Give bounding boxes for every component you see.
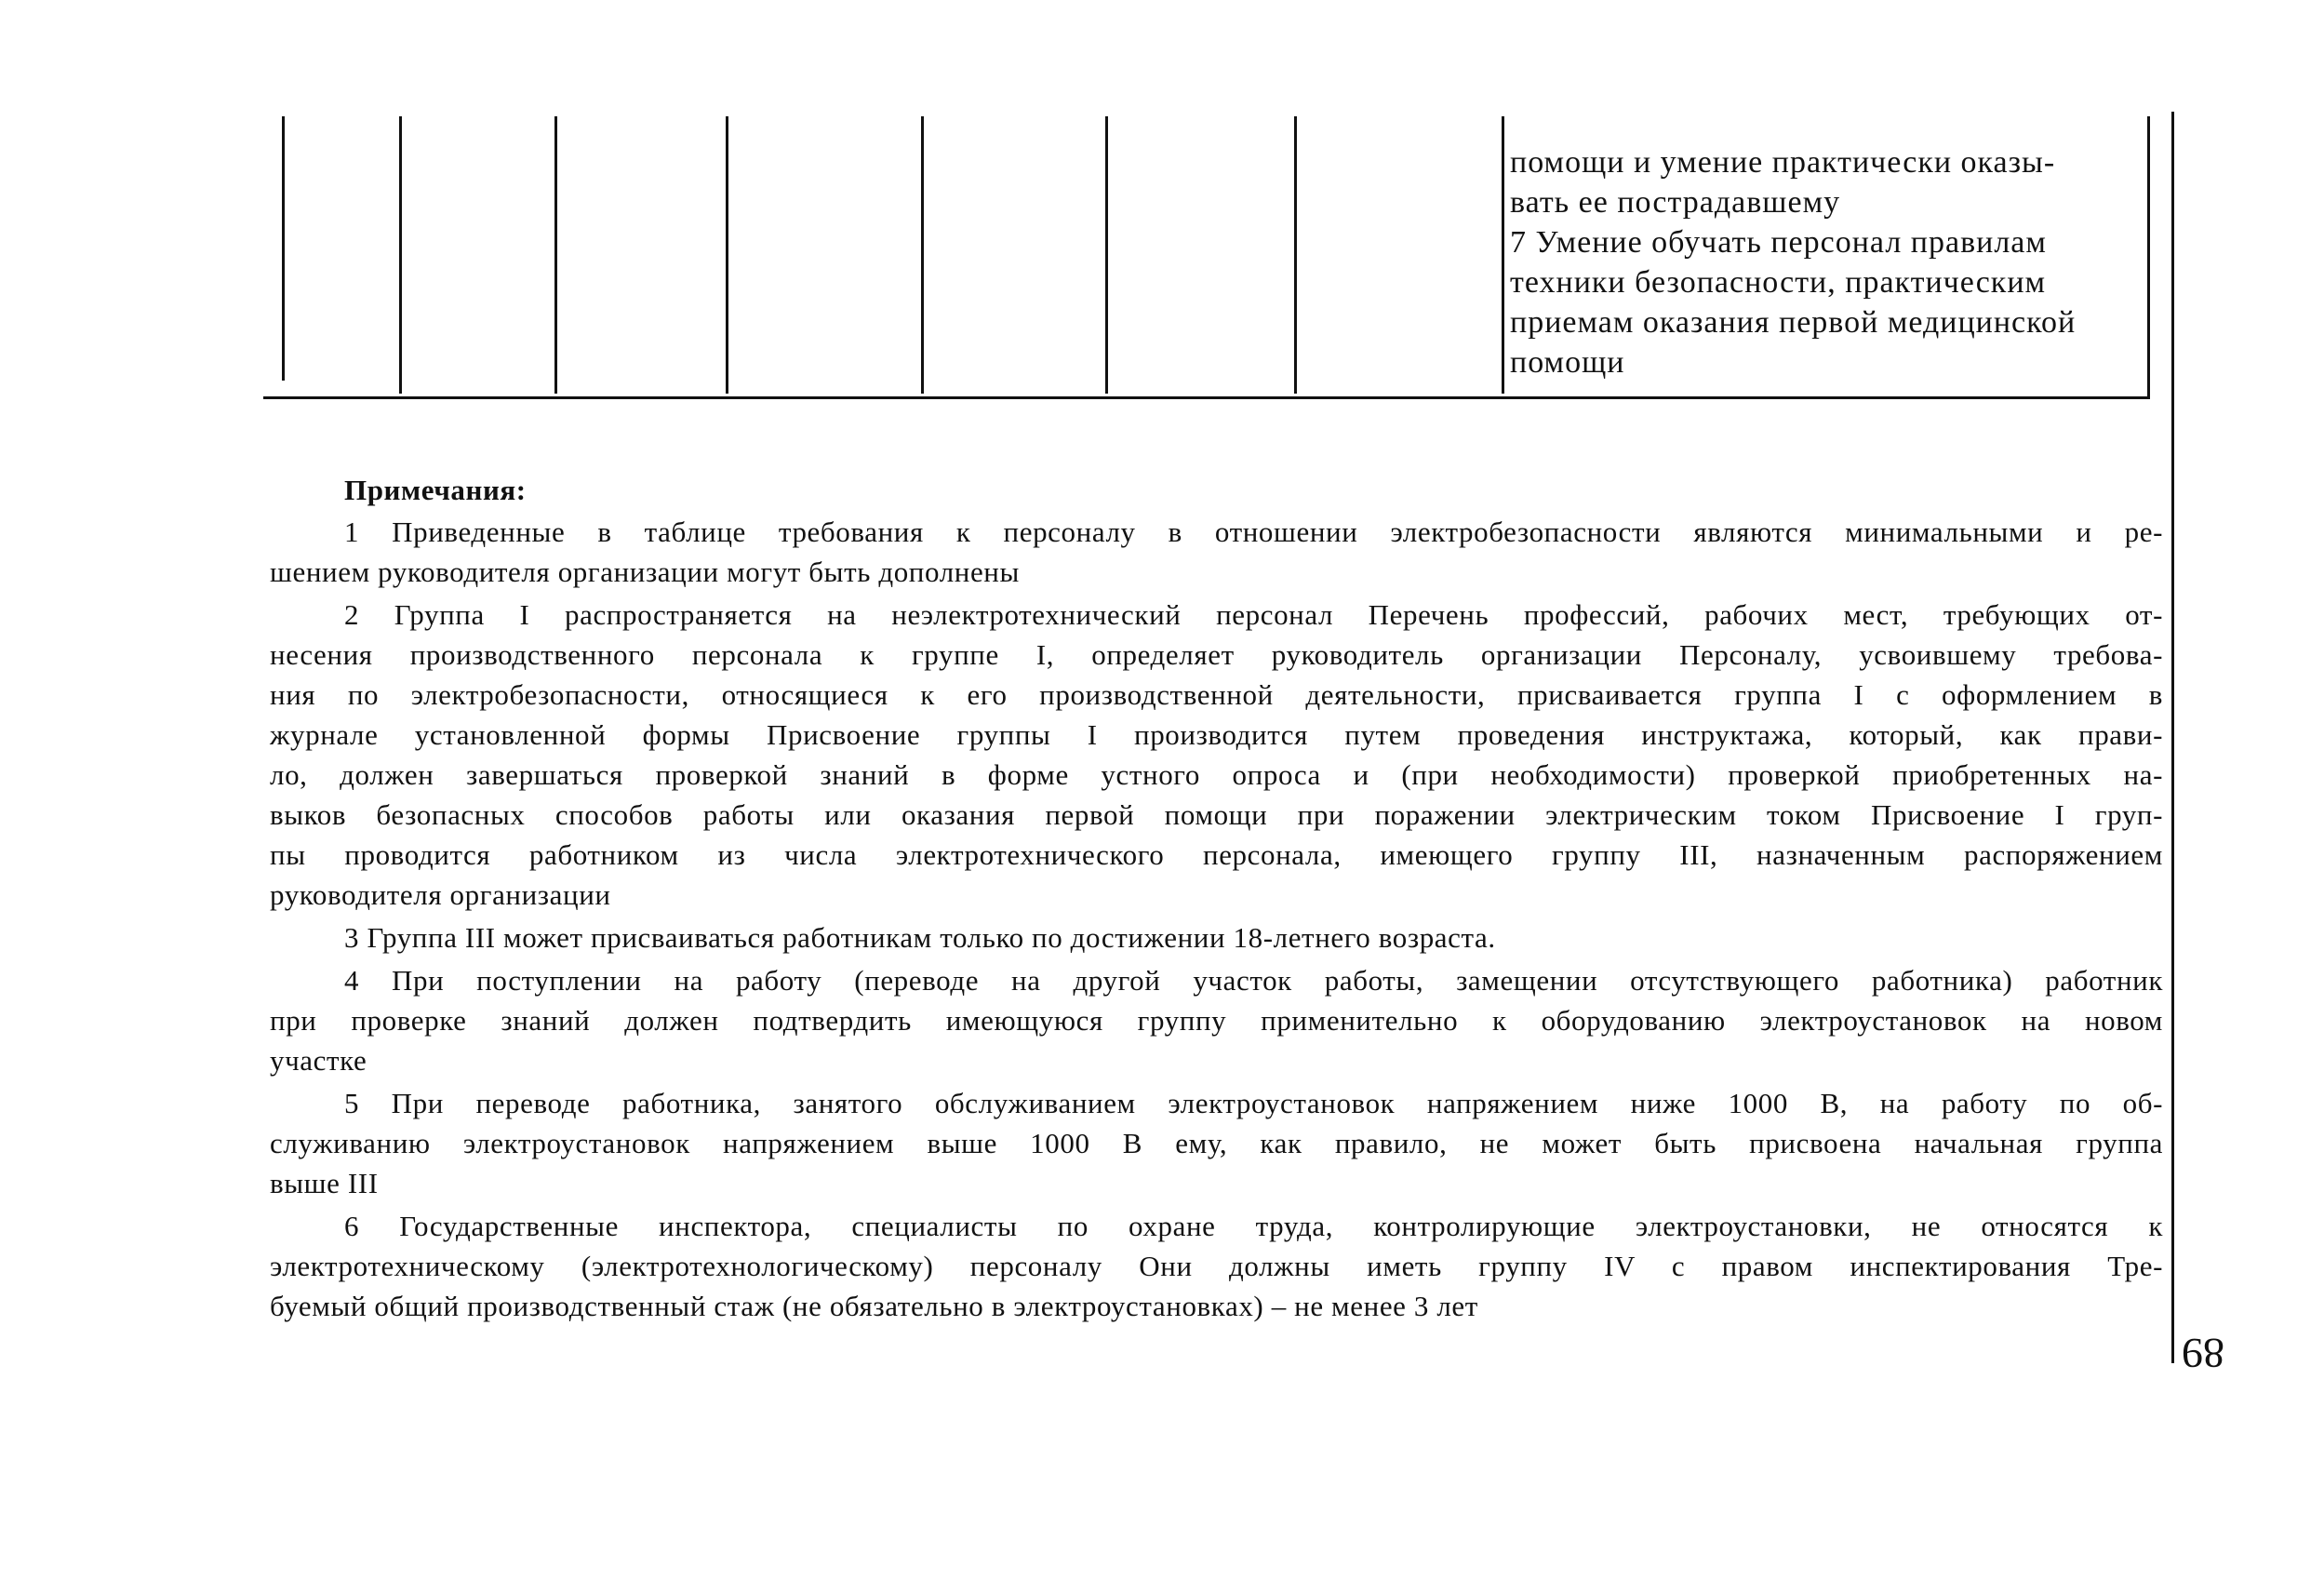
table-cell-line: помощи и умение практически оказы- <box>1510 145 2056 180</box>
notes-title: Примечания: <box>344 474 527 506</box>
table-column-divider <box>2147 116 2150 397</box>
note-line: буемый общий производственный стаж (не обязательно в электроустановках) – не менее 3 лет <box>270 1290 1478 1322</box>
table-fragment <box>263 116 2150 400</box>
table-column-divider <box>399 116 402 394</box>
table-bottom-border <box>263 396 2150 399</box>
note-item-4 <box>270 960 2163 1080</box>
note-item-5 <box>270 1083 2163 1203</box>
note-line: служиванию электроустановок напряжением выше 1000 В ему, как правило, не может быть присвоена начальная группа <box>270 1127 2163 1159</box>
note-line: участке <box>270 1044 367 1077</box>
note-line: шением руководителя организации могут быть дополнены <box>270 556 1020 588</box>
note-item-2 <box>270 595 2163 915</box>
table-column-divider <box>726 116 728 394</box>
note-line: руководителя организации <box>270 878 611 911</box>
note-line: журнале установленной формы Присвоение группы I производится путем проведения инструктажа, который, как прави- <box>270 718 2163 751</box>
note-line: электротехническому (электротехнологическому) персоналу Они должны иметь группу IV с правом инспектирования Тре- <box>270 1250 2163 1282</box>
table-column-divider <box>1502 116 1504 394</box>
table-cell-line: 7 Умение обучать персонал правилам <box>1510 225 2047 260</box>
note-line: выше III <box>270 1167 379 1199</box>
page-edge-rule <box>2171 112 2174 1363</box>
note-item-3 <box>270 917 2163 957</box>
note-line: 4 При поступлении на работу (переводе на другой участок работы, замещении отсутствующего работника) работник <box>344 964 2163 997</box>
note-line: несения производственного персонала к группе I, определяет руководитель организации Персоналу, усвоившему требова- <box>270 638 2163 671</box>
note-line: 6 Государственные инспектора, специалисты по охране труда, контролирующие электроустановки, не относятся к <box>344 1210 2163 1242</box>
table-column-divider <box>554 116 557 394</box>
table-cell-line: помощи <box>1510 345 1625 380</box>
note-line: пы проводится работником из числа электротехнического персонала, имеющего группу III, назначенным распоряжением <box>270 838 2163 871</box>
page-number: 89 <box>2182 1330 2224 1377</box>
note-line: ния по электробезопасности, относящиеся к его производственной деятельности, присваивается группа I с оформлением в <box>270 678 2163 711</box>
note-line: 2 Группа I распространяется на неэлектротехнический персонал Перечень профессий, рабочих мест, требующих от- <box>344 598 2163 631</box>
table-column-divider <box>1294 116 1297 394</box>
table-cell-requirements-text <box>1510 142 2143 382</box>
note-line: 1 Приведенные в таблице требования к персоналу в отношении электробезопасности являются минимальными и ре- <box>344 516 2163 548</box>
table-cell-line: техники безопасности, практическим <box>1510 265 2047 300</box>
table-cell-line: вать ее пострадавшему <box>1510 185 1841 220</box>
table-column-divider <box>1105 116 1108 394</box>
notes-section <box>270 470 2163 1329</box>
note-line: 5 При переводе работника, занятого обслуживанием электроустановок напряжением ниже 1000 В, на работу по об- <box>344 1087 2163 1119</box>
note-item-6 <box>270 1206 2163 1326</box>
table-column-divider <box>921 116 924 394</box>
note-line: выков безопасных способов работы или оказания первой помощи при поражении электрическим током Присвоение I груп- <box>270 798 2163 831</box>
note-line: ло, должен завершаться проверкой знаний в форме устного опроса и (при необходимости) проверкой приобретенных на- <box>270 758 2163 791</box>
note-line: 3 Группа III может присваиваться работникам только по достижении 18-летнего возраста. <box>344 921 1496 954</box>
table-cell-line: приемам оказания первой медицинской <box>1510 305 2077 340</box>
note-item-1 <box>270 512 2163 592</box>
note-line: при проверке знаний должен подтвердить имеющуюся группу применительно к оборудованию электроустановок на новом <box>270 1004 2163 1037</box>
table-column-divider <box>282 116 285 381</box>
